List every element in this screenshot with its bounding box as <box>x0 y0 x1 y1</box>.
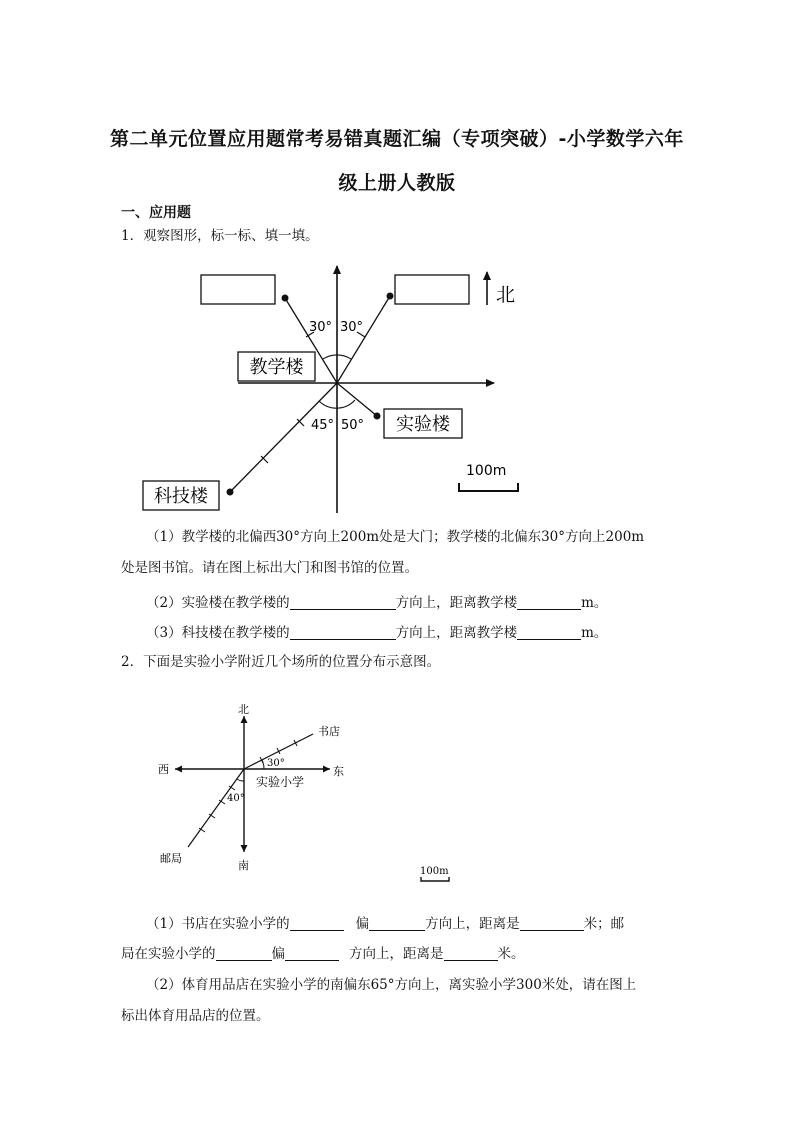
q2-part1-text-h: 米。 <box>497 946 525 962</box>
q2-angle-arc-sw <box>237 779 244 781</box>
q1-sw-point <box>227 489 234 496</box>
q1-angle-sw: 45° <box>311 418 335 433</box>
q2-post-label: 邮局 <box>160 852 182 865</box>
q2-bookstore-dir2-blank[interactable] <box>369 916 425 931</box>
q1-se-line <box>337 383 377 416</box>
q2-part1-text-c: 方向上，距离是 <box>425 916 520 932</box>
q1-part2-text-c: m。 <box>581 595 608 611</box>
q1-north-label: 北 <box>496 284 516 306</box>
q2-post-dir2-blank[interactable] <box>285 946 339 961</box>
q1-tech-direction-blank[interactable] <box>290 625 396 640</box>
q2-scale-bar <box>421 877 449 881</box>
q1-se-point <box>374 413 381 420</box>
q1-ne-point <box>387 293 394 300</box>
q1-part1-line1: （1）教学楼的北偏西30°方向上200m处是大门；教学楼的北偏东30°方向上200m <box>146 529 645 545</box>
q1-lab-direction-blank[interactable] <box>290 595 396 610</box>
q2-part1-text-a: （1）书店在实验小学的 <box>146 916 290 932</box>
q1-part3 <box>146 625 607 641</box>
q1-scale-bar <box>459 483 518 491</box>
q1-ne-line <box>337 296 390 383</box>
q2-post-line <box>188 769 244 847</box>
q2-angle-arc-ne <box>262 760 264 769</box>
q2-bookstore-distance-blank[interactable] <box>520 916 584 931</box>
q1-angle-se: 50° <box>341 418 365 433</box>
q2-scale-label: 100m <box>420 866 449 877</box>
q1-scale-label: 100m <box>466 463 507 479</box>
q1-lab-label: 实验楼 <box>396 414 450 435</box>
doc-title-line1: 第二单元位置应用题常考易错真题汇编（专项突破）-小学数学六年 <box>110 128 684 150</box>
q2-figure <box>0 680 794 890</box>
q1-tech-distance-blank[interactable] <box>517 625 581 640</box>
q1-gate-answer-box[interactable] <box>201 275 275 304</box>
q1-part3-text-b: 方向上，距离教学楼 <box>395 625 518 641</box>
q1-nw-point <box>282 295 289 302</box>
q1-part2 <box>146 595 607 611</box>
q2-angle-ne: 30° <box>267 758 285 769</box>
q2-bookstore-dir1-blank[interactable] <box>290 916 344 931</box>
q2-part2-line1: （2）体育用品店在实验小学的南偏东65°方向上，离实验小学300米处，请在图上 <box>146 977 637 993</box>
q2-part1-line1 <box>146 916 624 932</box>
q1-part1-line2: 处是图书馆。请在图上标出大门和图书馆的位置。 <box>121 560 418 576</box>
q2-part1-text-f: 偏 <box>271 946 285 962</box>
q2-bookstore-label: 书店 <box>318 725 340 738</box>
q1-sw-line <box>230 383 337 492</box>
doc-title-line2: 级上册人教版 <box>338 172 456 194</box>
q1-angle-nw: 30° <box>309 320 333 335</box>
q2-part2-line2: 标出体育用品店的位置。 <box>121 1008 270 1024</box>
q2-part1-line2 <box>121 946 525 962</box>
q2-west-label: 西 <box>158 763 169 776</box>
q2-part1-text-e: 局在实验小学的 <box>121 946 216 962</box>
q1-number: 1． <box>121 228 144 244</box>
q1-lab-distance-blank[interactable] <box>517 595 581 610</box>
q2-part1-text-b: 偏 <box>355 916 370 932</box>
q2-east-label: 东 <box>333 765 344 778</box>
q1-figure <box>0 0 794 520</box>
q1-angle-ne: 30° <box>340 320 364 335</box>
q2-post-dir1-blank[interactable] <box>216 946 272 961</box>
q2-prompt-text: 下面是实验小学附近几个场所的位置分布示意图。 <box>143 654 441 670</box>
section-heading: 一、应用题 <box>121 205 191 221</box>
q2-number: 2． <box>121 654 144 670</box>
q1-center-label: 教学楼 <box>249 357 304 378</box>
q2-post-distance-blank[interactable] <box>444 946 498 961</box>
q2-school-label: 实验小学 <box>256 775 305 789</box>
q2-part1-text-d: 米；邮 <box>583 916 625 932</box>
q1-tech-label: 科技楼 <box>154 486 208 507</box>
q1-part2-text-a: （2）实验楼在教学楼的 <box>146 595 290 611</box>
q2-angle-sw: 40° <box>227 793 245 804</box>
q1-part2-text-b: 方向上，距离教学楼 <box>395 595 518 611</box>
q2-south-label: 南 <box>238 859 249 872</box>
q2-north-label: 北 <box>238 703 249 716</box>
q1-library-answer-box[interactable] <box>395 275 469 304</box>
q2-part1-text-g: 方向上，距离是 <box>349 946 444 962</box>
q1-part3-text-c: m。 <box>581 625 608 641</box>
q1-prompt-text: 观察图形，标一标、填一填。 <box>143 228 319 244</box>
q2-prompt <box>121 656 440 670</box>
q1-part3-text-a: （3）科技楼在教学楼的 <box>146 625 290 641</box>
